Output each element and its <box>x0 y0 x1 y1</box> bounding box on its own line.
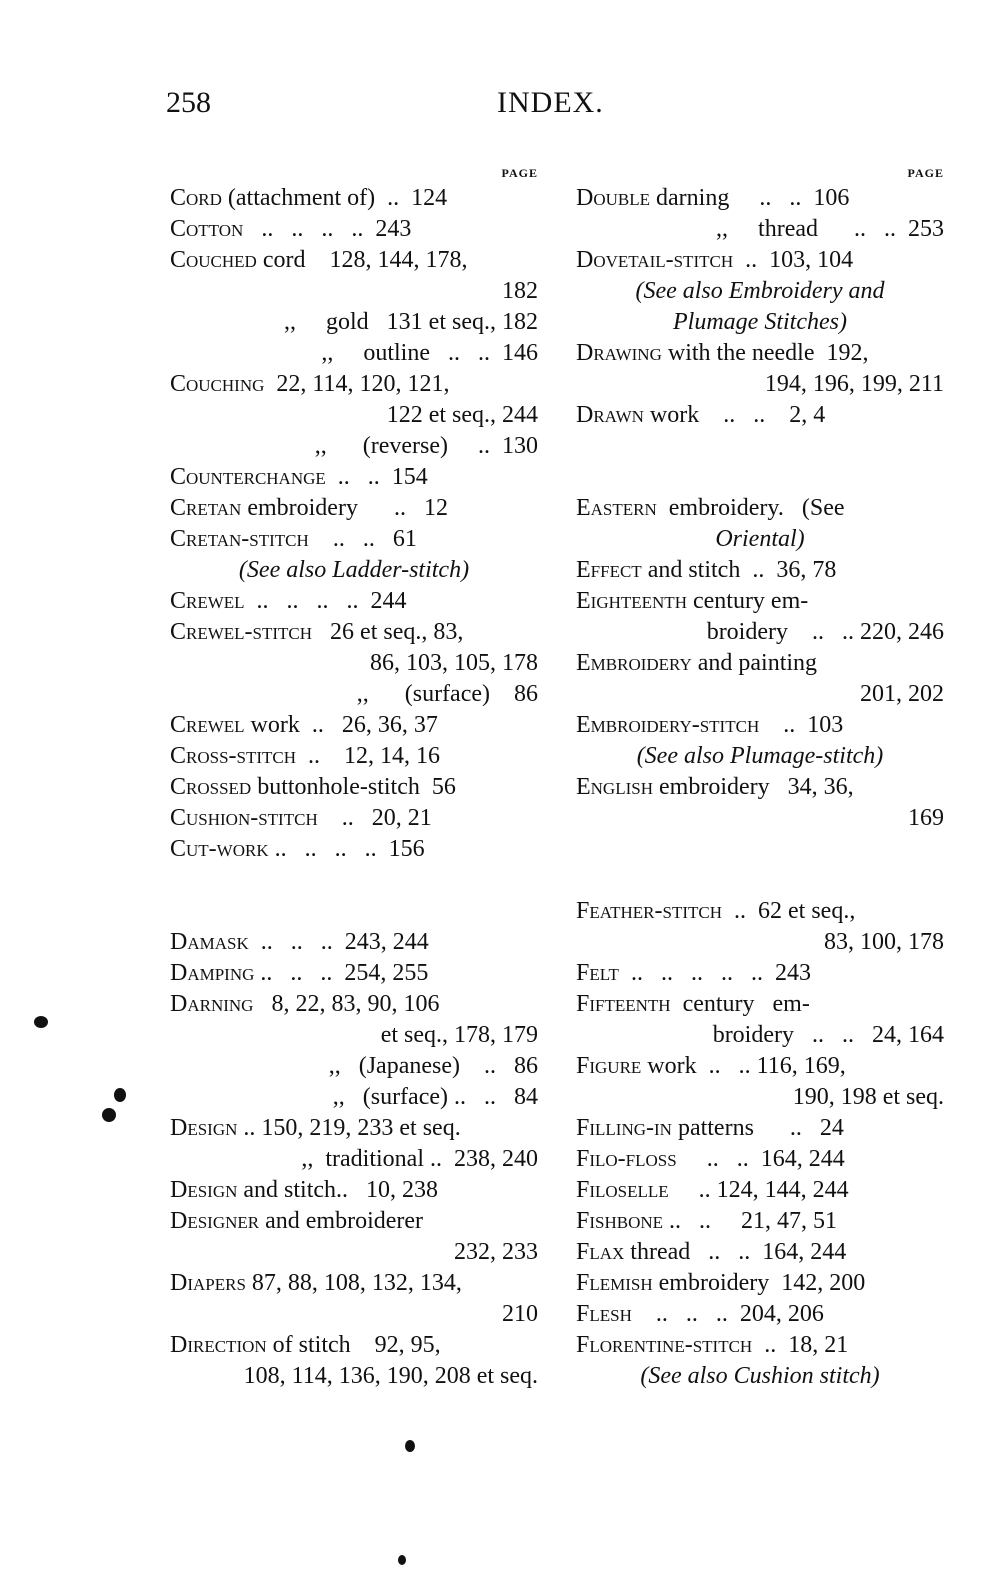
entry-heading: Damping <box>170 960 255 986</box>
entry-text: thread .. .. 164, 244 <box>624 1239 847 1265</box>
entry-text: and stitch.. 10, 238 <box>237 1177 439 1203</box>
ink-speck <box>405 1440 415 1452</box>
entry-text: embroidery 142, 200 <box>652 1270 866 1296</box>
ink-speck <box>398 1555 406 1565</box>
entry-heading: Feather-stitch <box>576 898 723 924</box>
entry-heading: Counterchange <box>170 464 326 490</box>
index-continuation: Plumage Stitches) <box>673 309 847 335</box>
index-entry <box>576 245 944 276</box>
index-entry <box>576 648 944 679</box>
index-entry <box>170 834 538 865</box>
entry-heading: Design <box>170 1177 238 1203</box>
index-continuation: ,, traditional .. 238, 240 <box>301 1146 538 1172</box>
index-continuation: ,, (Japanese) .. 86 <box>328 1053 538 1079</box>
entry-heading: Embroidery-stitch <box>576 712 760 738</box>
index-entry <box>576 1113 944 1144</box>
entry-heading: Direction <box>170 1332 267 1358</box>
entry-text: .. 12, 14, 16 <box>296 743 441 769</box>
entry-heading: Design <box>170 1115 238 1141</box>
index-entry <box>170 524 538 555</box>
entry-text: .. .. .. .. .. 243 <box>618 960 811 986</box>
index-continuation: ,, thread .. .. 253 <box>716 216 944 242</box>
index-column-right <box>576 163 944 1392</box>
index-continuation: 83, 100, 178 <box>824 929 944 955</box>
index-continuation: 201, 202 <box>860 681 944 707</box>
index-continuation: 86, 103, 105, 178 <box>370 650 538 676</box>
entry-text: work .. .. 116, 169, <box>641 1053 846 1079</box>
index-continuation: 169 <box>908 805 944 831</box>
index-entry <box>576 400 944 431</box>
entry-heading: Darning <box>170 991 254 1017</box>
entry-heading: Cord <box>170 185 222 211</box>
entry-heading: Cretan-stitch <box>170 526 309 552</box>
index-entry <box>576 989 944 1020</box>
index-entry <box>170 1268 538 1299</box>
entry-heading: Double <box>576 185 650 211</box>
entry-text: .. 103 <box>759 712 844 738</box>
entry-heading: Eastern <box>576 495 657 521</box>
entry-text: patterns .. 24 <box>671 1115 844 1141</box>
index-continuation: ,, outline .. .. 146 <box>321 340 538 366</box>
entry-heading: Eighteenth <box>576 588 687 614</box>
index-entry <box>576 1206 944 1237</box>
ink-speck <box>102 1108 116 1122</box>
entry-heading: Couched <box>170 247 257 273</box>
index-continuation: ,, (surface) 86 <box>356 681 538 707</box>
index-continuation: ,, (surface) .. .. 84 <box>332 1084 538 1110</box>
entry-heading: Cushion-stitch <box>170 805 318 831</box>
entry-text: (attachment of) .. 124 <box>221 185 448 211</box>
index-column-left <box>170 163 538 1392</box>
index-entry <box>576 338 944 369</box>
index-continuation: broidery .. .. 220, 246 <box>706 619 944 645</box>
section-gap <box>170 865 538 927</box>
index-entry <box>576 555 944 586</box>
entry-text: .. 124, 144, 244 <box>668 1177 849 1203</box>
index-entry <box>170 493 538 524</box>
index-entry <box>576 896 944 927</box>
index-continuation: ,, gold 131 et seq., 182 <box>284 309 538 335</box>
index-entry <box>576 586 944 617</box>
entry-heading: Crewel <box>170 588 245 614</box>
index-entry <box>170 617 538 648</box>
entry-heading: Florentine-stitch <box>576 1332 753 1358</box>
entry-text: cord 128, 144, 178, <box>256 247 468 273</box>
entry-text: .. .. .. 254, 255 <box>254 960 429 986</box>
entry-text: .. .. 61 <box>308 526 417 552</box>
entry-heading: Diapers <box>170 1270 246 1296</box>
index-continuation: 210 <box>502 1301 538 1327</box>
index-entry <box>576 183 944 214</box>
index-continuation: broidery .. .. 24, 164 <box>712 1022 944 1048</box>
entry-heading: Cut-work <box>170 836 269 862</box>
entry-text: 87, 88, 108, 132, 134, <box>245 1270 462 1296</box>
entry-heading: Flemish <box>576 1270 653 1296</box>
entry-heading: Damask <box>170 929 249 955</box>
index-continuation: 122 et seq., 244 <box>386 402 538 428</box>
index-continuation: 232, 233 <box>454 1239 538 1265</box>
entry-text: .. .. 21, 47, 51 <box>663 1208 838 1234</box>
entry-text: embroidery 34, 36, <box>653 774 854 800</box>
entry-heading: Flax <box>576 1239 625 1265</box>
entry-heading: Drawn <box>576 402 644 428</box>
entry-text: .. 150, 219, 233 et seq. <box>237 1115 461 1141</box>
index-entry <box>170 1206 538 1237</box>
section-gap <box>576 431 944 493</box>
entry-text: century em- <box>670 991 810 1017</box>
index-continuation: (See also Plumage-stitch) <box>636 743 884 769</box>
entry-heading: Cross-stitch <box>170 743 297 769</box>
entry-text: and painting <box>691 650 818 676</box>
index-entry <box>576 772 944 803</box>
page-column-label: PAGE <box>907 166 944 180</box>
entry-text: of stitch 92, 95, <box>266 1332 441 1358</box>
entry-heading: Effect <box>576 557 642 583</box>
index-entry <box>170 927 538 958</box>
index-continuation: (See also Cushion stitch) <box>640 1363 880 1389</box>
entry-text: .. 62 et seq., <box>722 898 856 924</box>
index-continuation: (See also Embroidery and <box>635 278 885 304</box>
index-entry <box>576 1237 944 1268</box>
entry-text: work .. .. 2, 4 <box>643 402 826 428</box>
entry-text: darning .. .. 106 <box>650 185 850 211</box>
entry-heading: Crewel-stitch <box>170 619 313 645</box>
index-continuation: 182 <box>502 278 538 304</box>
index-continuation: ,, (reverse) .. 130 <box>314 433 538 459</box>
entry-heading: Designer <box>170 1208 260 1234</box>
index-entry <box>170 958 538 989</box>
index-continuation: Oriental) <box>715 526 805 552</box>
entry-heading: Dovetail-stitch <box>576 247 734 273</box>
running-head: INDEX. <box>497 86 604 119</box>
index-entry <box>576 1051 944 1082</box>
index-entry <box>576 1330 944 1361</box>
entry-text: .. 18, 21 <box>752 1332 849 1358</box>
entry-text: and stitch .. 36, 78 <box>641 557 837 583</box>
entry-text: .. 103, 104 <box>733 247 854 273</box>
index-continuation: et seq., 178, 179 <box>380 1022 538 1048</box>
page-number: 258 <box>166 86 211 119</box>
entry-text: .. 20, 21 <box>317 805 432 831</box>
entry-heading: Filo-floss <box>576 1146 677 1172</box>
entry-text: .. .. .. .. 156 <box>268 836 425 862</box>
entry-text: embroidery .. 12 <box>241 495 448 521</box>
entry-text: .. .. .. 243, 244 <box>248 929 429 955</box>
index-entry <box>170 741 538 772</box>
entry-text: work .. 26, 36, 37 <box>244 712 438 738</box>
index-entry <box>170 772 538 803</box>
index-entry <box>576 1268 944 1299</box>
index-entry <box>170 1330 538 1361</box>
index-entry <box>170 245 538 276</box>
entry-heading: Crossed <box>170 774 252 800</box>
entry-text: with the needle 192, <box>661 340 869 366</box>
entry-text: .. .. 164, 244 <box>676 1146 845 1172</box>
entry-heading: Filling-in <box>576 1115 672 1141</box>
entry-heading: Flesh <box>576 1301 632 1327</box>
entry-text: 26 et seq., 83, <box>312 619 464 645</box>
index-entry <box>576 1299 944 1330</box>
entry-heading: Fishbone <box>576 1208 664 1234</box>
index-entry <box>170 710 538 741</box>
index-entry <box>170 462 538 493</box>
index-entry <box>576 1175 944 1206</box>
page-column-label: PAGE <box>501 166 538 180</box>
index-entry <box>170 803 538 834</box>
index-entry <box>170 183 538 214</box>
entry-heading: Filoselle <box>576 1177 669 1203</box>
index-entry <box>576 710 944 741</box>
ink-speck <box>114 1088 126 1102</box>
index-entry <box>576 1144 944 1175</box>
entry-text: 22, 114, 120, 121, <box>264 371 450 397</box>
index-continuation: 108, 114, 136, 190, 208 et seq. <box>243 1363 538 1389</box>
entry-text: and embroiderer <box>259 1208 424 1234</box>
index-continuation: 194, 196, 199, 211 <box>764 371 944 397</box>
index-entry <box>170 1113 538 1144</box>
entry-text: century em- <box>686 588 809 614</box>
entry-heading: Drawing <box>576 340 662 366</box>
entry-text: .. .. .. .. 243 <box>243 216 412 242</box>
entry-heading: Crewel <box>170 712 245 738</box>
entry-heading: Couching <box>170 371 265 397</box>
index-entry <box>576 493 944 524</box>
index-entry <box>170 586 538 617</box>
index-entry <box>170 1175 538 1206</box>
section-gap <box>576 834 944 896</box>
entry-heading: Embroidery <box>576 650 692 676</box>
entry-text: buttonhole-stitch 56 <box>251 774 456 800</box>
ink-speck <box>34 1016 48 1028</box>
index-entry <box>170 989 538 1020</box>
index-entry <box>170 214 538 245</box>
entry-text: 8, 22, 83, 90, 106 <box>253 991 440 1017</box>
index-continuation: 190, 198 et seq. <box>792 1084 944 1110</box>
entry-heading: Figure <box>576 1053 642 1079</box>
entry-heading: Fifteenth <box>576 991 671 1017</box>
entry-text: embroidery. (See <box>656 495 845 521</box>
index-entry <box>576 958 944 989</box>
index-entry <box>170 369 538 400</box>
entry-text: .. .. .. .. 244 <box>244 588 407 614</box>
entry-heading: Cretan <box>170 495 242 521</box>
entry-heading: English <box>576 774 653 800</box>
entry-text: .. .. .. 204, 206 <box>631 1301 824 1327</box>
entry-text: .. .. 154 <box>325 464 428 490</box>
entry-heading: Cotton <box>170 216 244 242</box>
entry-heading: Felt <box>576 960 619 986</box>
index-continuation: (See also Ladder-stitch) <box>238 557 470 583</box>
